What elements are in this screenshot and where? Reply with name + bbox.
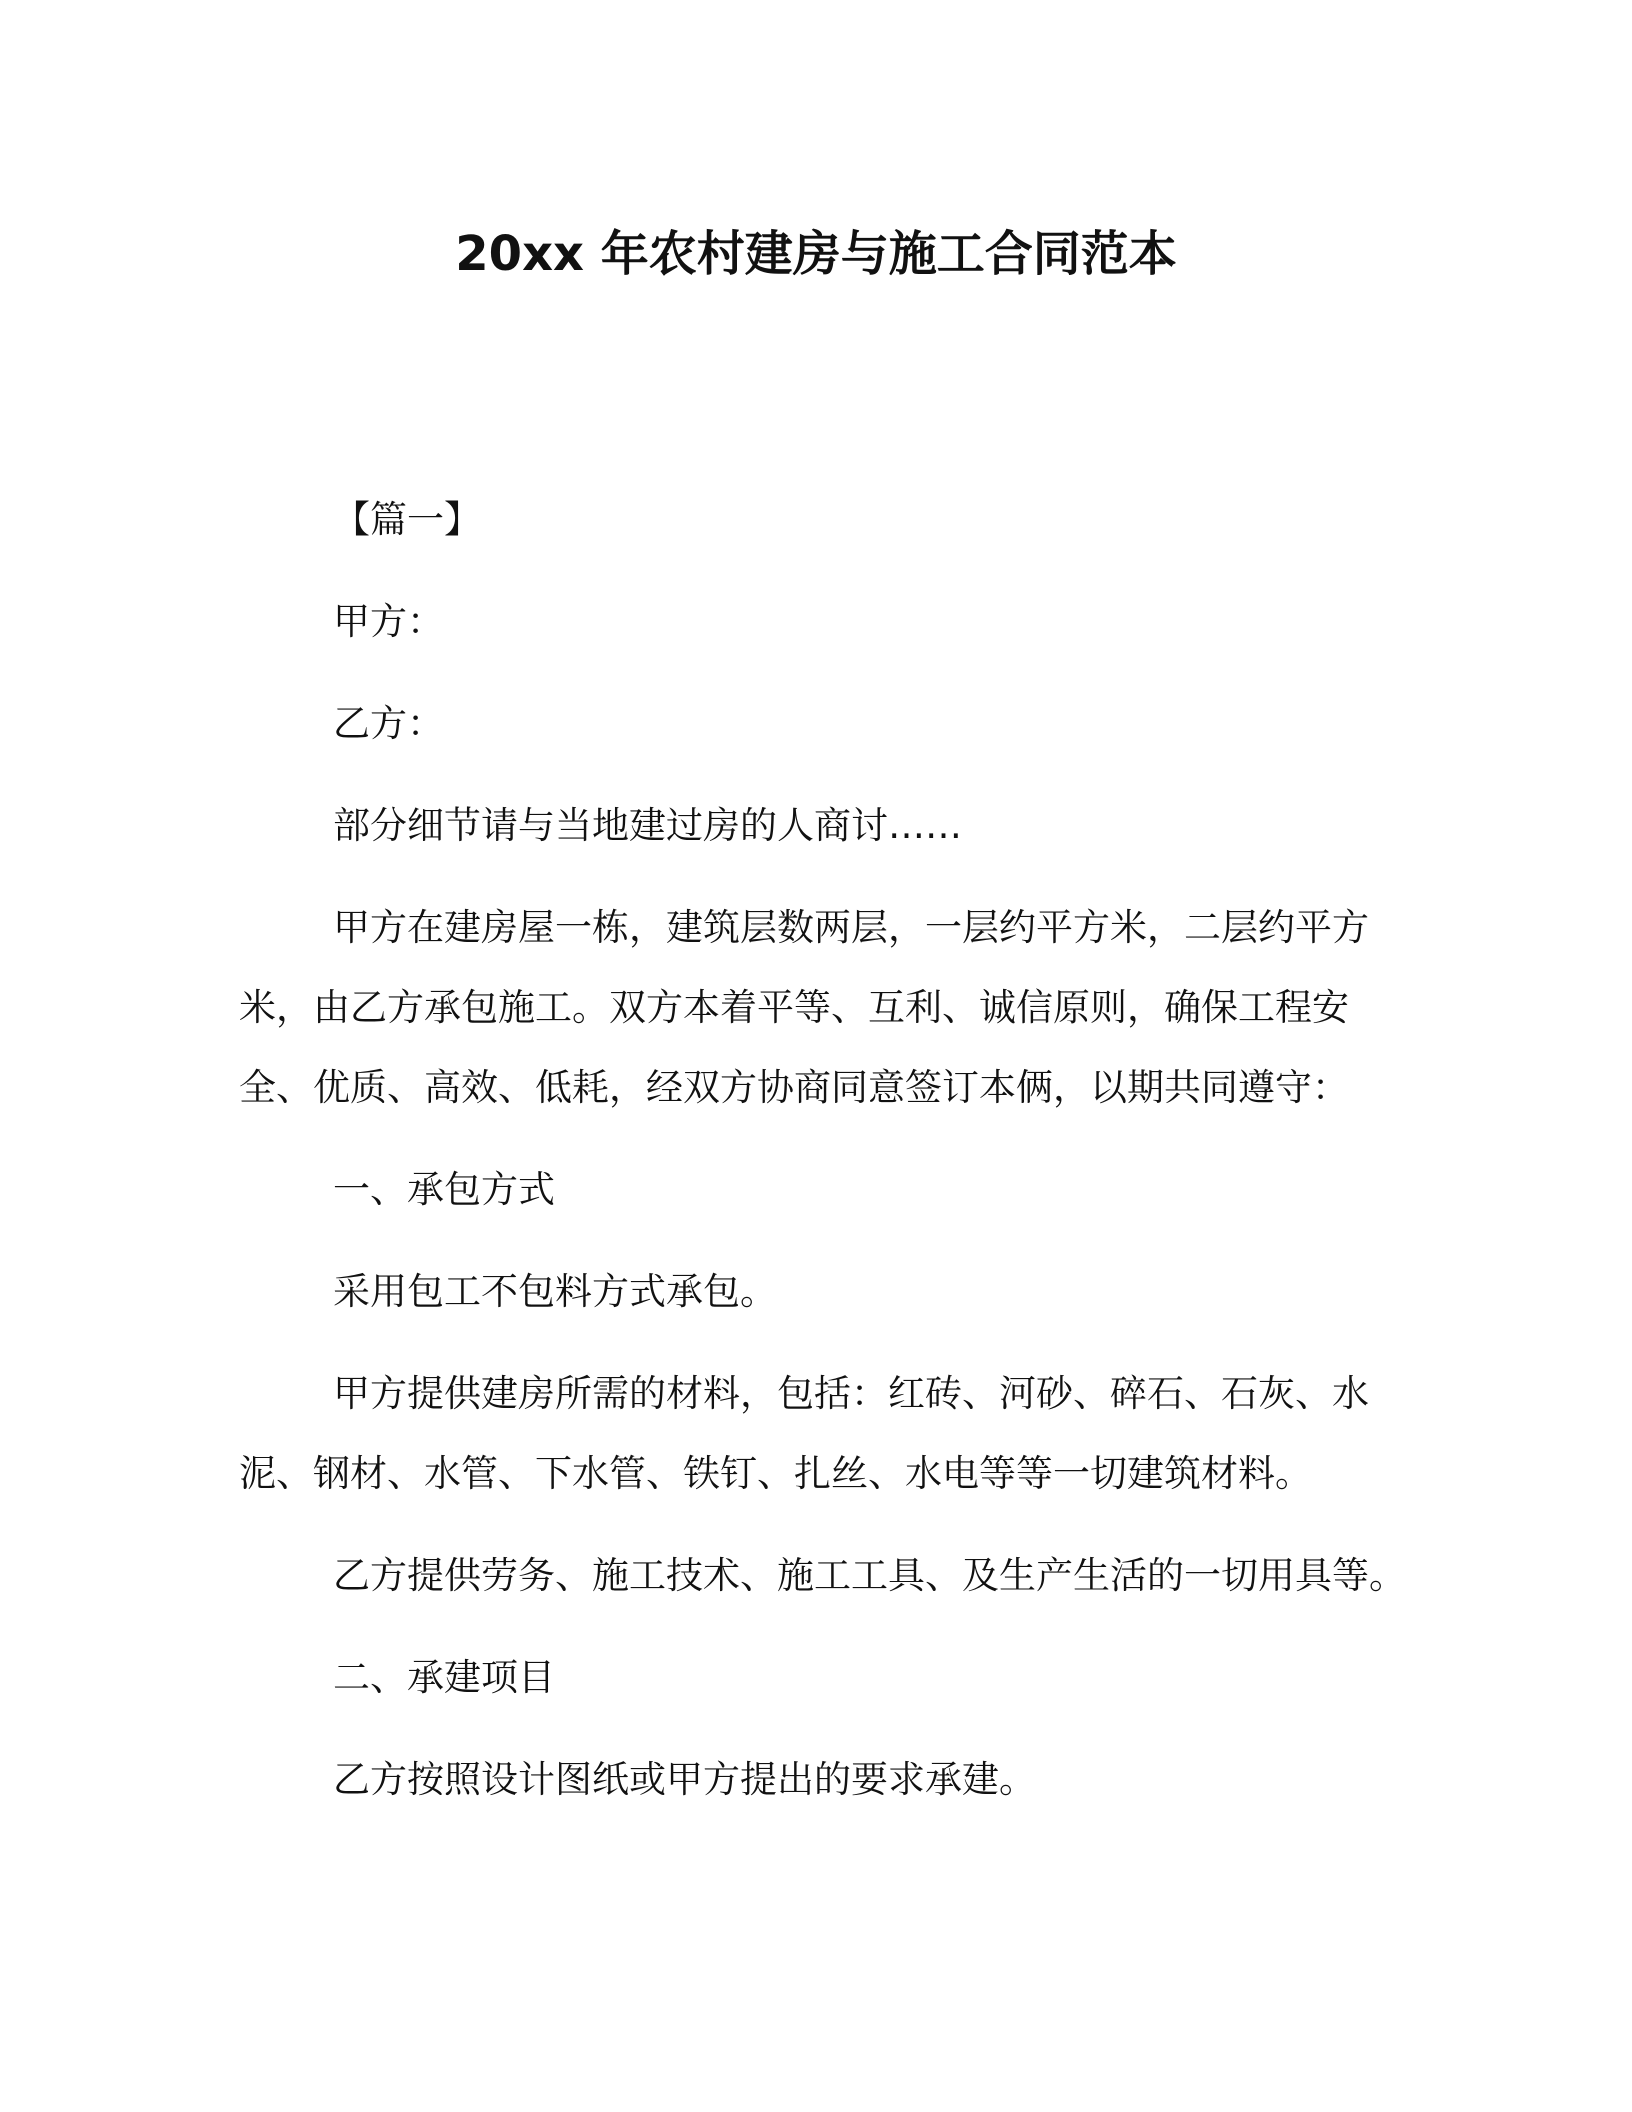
document-title: 20xx 年农村建房与施工合同范本 bbox=[455, 226, 1177, 282]
project-paragraph: 乙方按照设计图纸或甲方提出的要求承建。 bbox=[333, 1758, 1036, 1801]
note-paragraph: 部分细节请与当地建过房的人商讨…… bbox=[333, 804, 962, 847]
materials-paragraph-line-1: 甲方提供建房所需的材料，包括：红砖、河砂、碎石、石灰、水 bbox=[333, 1372, 1369, 1415]
party-a-label: 甲方： bbox=[333, 600, 444, 643]
party-b-label: 乙方： bbox=[333, 702, 444, 745]
materials-paragraph-line-2: 泥、钢材、水管、下水管、铁钉、扎丝、水电等等一切建筑材料。 bbox=[239, 1452, 1312, 1495]
section-label: 【篇一】 bbox=[333, 498, 481, 541]
method-paragraph: 采用包工不包料方式承包。 bbox=[333, 1270, 777, 1313]
intro-paragraph-line-1: 甲方在建房屋一栋，建筑层数两层，一层约平方米，二层约平方 bbox=[333, 906, 1369, 949]
labor-paragraph: 乙方提供劳务、施工技术、施工工具、及生产生活的一切用具等。 bbox=[333, 1554, 1406, 1597]
heading-contract-method: 一、承包方式 bbox=[333, 1168, 555, 1211]
intro-paragraph-line-2: 米，由乙方承包施工。双方本着平等、互利、诚信原则，确保工程安 bbox=[239, 986, 1349, 1029]
heading-construction-project: 二、承建项目 bbox=[333, 1656, 555, 1699]
intro-paragraph-line-3: 全、优质、高效、低耗，经双方协商同意签订本俩，以期共同遵守： bbox=[239, 1066, 1349, 1109]
